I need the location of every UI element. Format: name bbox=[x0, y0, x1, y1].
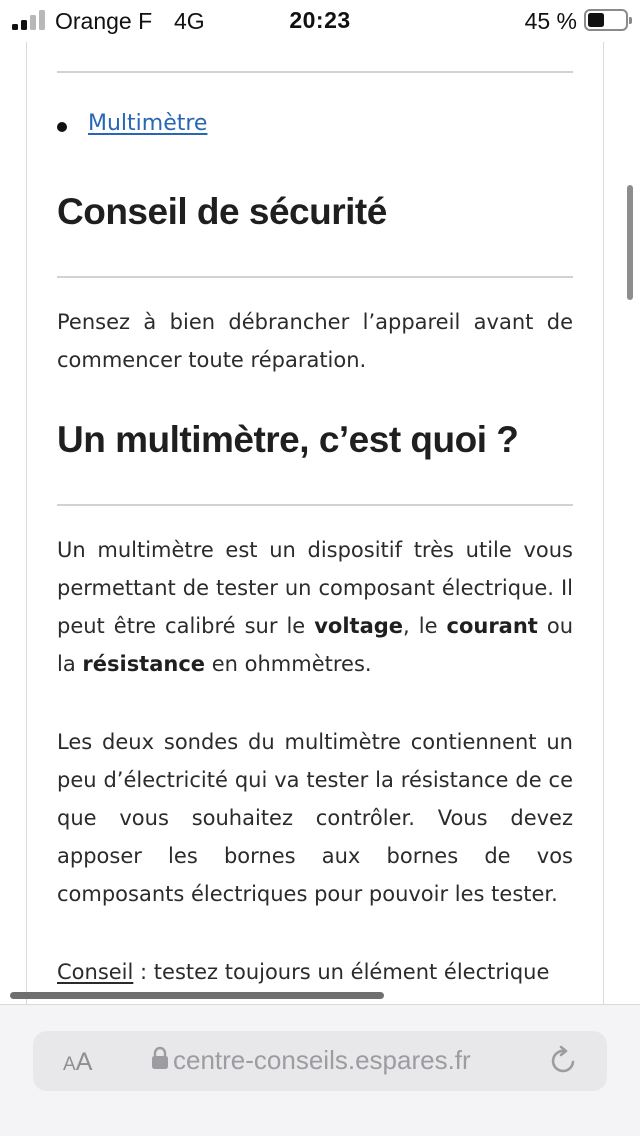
divider bbox=[57, 504, 573, 506]
divider bbox=[57, 276, 573, 278]
carrier-name: Orange F bbox=[55, 8, 153, 34]
battery-percent: 45 % bbox=[524, 8, 577, 34]
divider bbox=[57, 71, 573, 73]
battery-icon bbox=[584, 9, 628, 31]
browser-bottom-bar bbox=[0, 1004, 640, 1136]
home-indicator-bar[interactable] bbox=[10, 992, 384, 999]
safety-paragraph: Pensez à bien débrancher l’appareil avant de commencer toute réparation. bbox=[57, 310, 573, 372]
list-bullet bbox=[57, 122, 67, 132]
vertical-scrollbar[interactable] bbox=[627, 185, 633, 300]
text-size-button[interactable]: AA bbox=[63, 1048, 93, 1076]
paragraph-tip: Conseil : testez toujours un élément électrique bbox=[57, 960, 550, 984]
content-border-left bbox=[26, 42, 27, 1004]
clock: 20:23 bbox=[289, 7, 351, 33]
url-text[interactable]: centre-conseils.espares.fr bbox=[173, 1045, 471, 1075]
status-bar bbox=[0, 0, 640, 42]
address-bar[interactable] bbox=[33, 1031, 607, 1091]
reload-icon[interactable] bbox=[549, 1045, 579, 1075]
content-border-right bbox=[603, 42, 604, 1004]
heading-safety: Conseil de sécurité bbox=[57, 191, 387, 232]
tip-label: Conseil bbox=[57, 960, 134, 984]
lock-icon bbox=[151, 1046, 169, 1070]
network-type: 4G bbox=[174, 8, 205, 34]
toc-link-multimetre[interactable]: Multimètre bbox=[88, 111, 208, 136]
heading-what-is-multimeter: Un multimètre, c’est quoi ? bbox=[57, 419, 519, 460]
battery-level bbox=[588, 13, 604, 27]
paragraph-multimeter-intro: Un multimètre est un dispositif très utile vous permettant de tester un composant électrique. Il peut être calibré sur le voltage, le courant ou la résistance en ohmmètres. bbox=[57, 538, 574, 676]
paragraph-probes: Les deux sondes du multimètre contiennent un peu d’électricité qui va tester la résistance de ce que vous souhaitez contrôler. Vous devez apposer les bornes aux bornes de vos composants électriques pour pouvoir les tester. bbox=[57, 730, 573, 906]
